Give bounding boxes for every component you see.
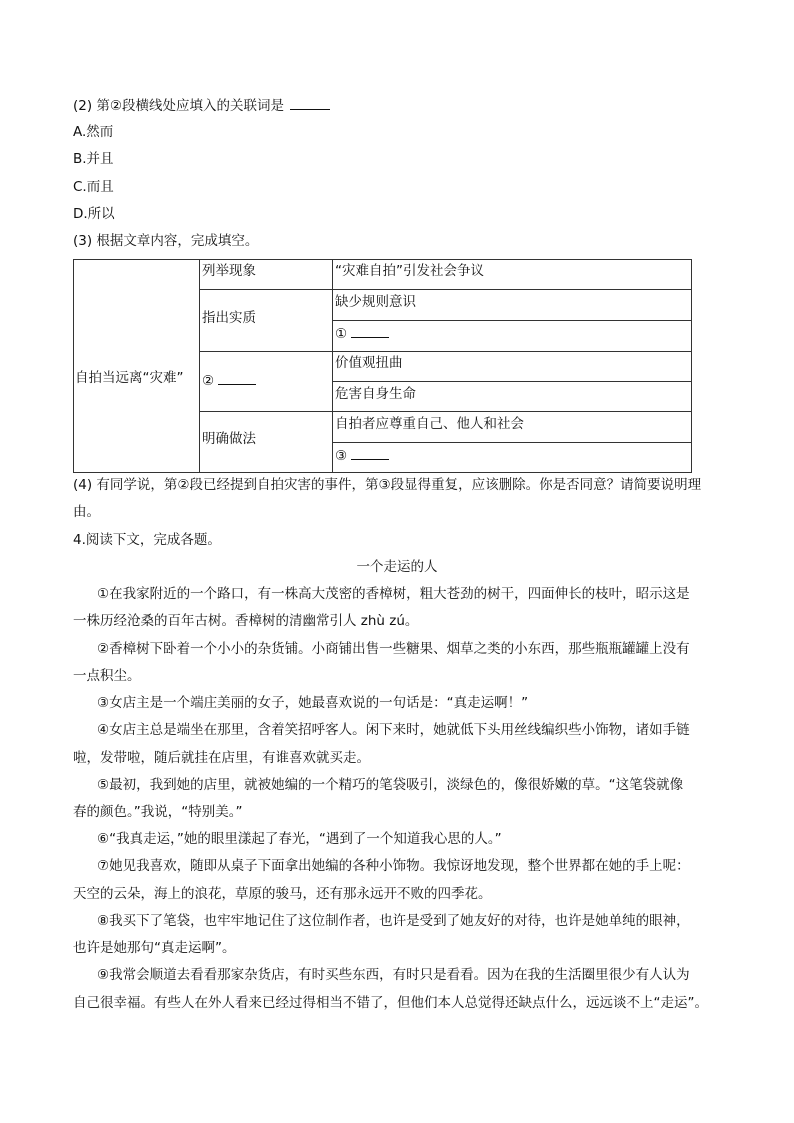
answer-blank[interactable]	[290, 96, 330, 110]
option-d: D.所以	[73, 206, 115, 222]
table-label-method: 明确做法	[202, 431, 256, 447]
paragraph-1-line-1: ①在我家附近的一个路口，有一株高大茂密的香樟树，粗大苍劲的树干，四面伸长的枝叶，昭示这是	[97, 586, 690, 602]
question-2-text: (2) 第②段横线处应填入的关联词是	[73, 98, 285, 114]
paragraph-8-line-1: ⑧我买下了笔袋，也牢牢地记住了这位制作者，也许是受到了她友好的对待，也许是她单纯的眼神，	[97, 913, 690, 929]
paragraph-2-line-2: 一点积尘。	[73, 668, 141, 684]
paragraph-2-line-1: ②香樟树下卧着一个小小的杂货铺。小商铺出售一些糖果、烟草之类的小东西，那些瓶瓶罐罐上没有	[97, 641, 690, 657]
table-value-essence-2	[333, 324, 389, 343]
table-border	[73, 259, 74, 473]
table-border	[73, 472, 692, 473]
table-border	[691, 259, 692, 473]
answer-blank[interactable]	[218, 371, 256, 385]
paragraph-3: ③女店主是一个端庄美丽的女子，她最喜欢说的一句话是：“真走运啊！”	[97, 695, 529, 711]
paragraph-7-line-2: 天空的云朵，海上的浪花，草原的骏马，还有那永远开不败的四季花。	[73, 886, 492, 902]
question-3-stem: (3) 根据文章内容，完成填空。	[73, 233, 259, 249]
paragraph-1-line-2: 一株历经沧桑的百年古树。香樟树的清幽常引人 zhù zú。	[73, 613, 419, 629]
table-value-phenomenon: “灾难自拍”引发社会争议	[335, 263, 484, 279]
paragraph-5-line-1: ⑤最初，我到她的店里，就被她编的一个精巧的笔袋吸引，淡绿色的，像很娇嫩的草。“这笔袋就像	[97, 777, 684, 793]
paragraph-9-line-2: 自己很幸福。有些人在外人看来已经过得相当不错了，但他们本人总觉得还缺点什么，远远谈不上“走运”。	[73, 995, 708, 1011]
answer-blank[interactable]	[351, 324, 389, 338]
table-value-essence-1: 缺少规则意识	[335, 294, 416, 310]
table-label-phenomenon: 列举现象	[202, 263, 256, 279]
table-row-header: 自拍当远离“灾难”	[75, 370, 184, 386]
paragraph-4-line-1: ④女店主总是端坐在那里，含着笑招呼客人。闲下来时，她就低下头用丝线编织些小饰物，诸如手链	[97, 722, 690, 738]
table-divider	[332, 442, 692, 443]
option-c: C.而且	[73, 179, 114, 195]
paragraph-9-line-1: ⑨我常会顺道去看看那家杂货店，有时买些东西，有时只是看看。因为在我的生活圈里很少有人认为	[97, 967, 690, 983]
paragraph-8-line-2: 也许是她那句“真走运啊”。	[73, 940, 236, 956]
option-a: A.然而	[73, 124, 114, 140]
question-4-line-2: 由。	[73, 504, 100, 520]
table-border	[73, 259, 692, 260]
paragraph-6: ⑥“我真走运，”她的眼里漾起了春光，“遇到了一个知道我心思的人。”	[97, 831, 502, 847]
blank-marker-1: ①	[335, 326, 348, 342]
article-title: 一个走运的人	[356, 559, 438, 575]
table-label-2	[200, 371, 256, 390]
table-divider	[199, 411, 692, 412]
paragraph-7-line-1: ⑦她见我喜欢，随即从桌子下面拿出她编的各种小饰物。我惊讶地发现，整个世界都在她的手上呢：	[97, 858, 690, 874]
table-value-method-1: 自拍者应尊重自己、他人和社会	[335, 416, 524, 432]
question-2-stem	[73, 96, 330, 115]
section-heading: 4.阅读下文，完成各题。	[73, 532, 221, 548]
table-value-harm-2: 危害自身生命	[335, 386, 416, 402]
question-4-line-1: (4) 有同学说，第②段已经提到自拍灾害的事件，第③段显得重复，应该删除。你是否同意？请简要说明理	[73, 477, 702, 493]
fill-in-table	[73, 259, 692, 473]
table-divider	[199, 351, 692, 352]
table-value-method-2	[333, 446, 389, 465]
paragraph-4-line-2: 啦，发带啦，随后就挂在店里，有谁喜欢就买走。	[73, 750, 370, 766]
option-b: B.并且	[73, 151, 114, 167]
table-label-essence: 指出实质	[202, 310, 256, 326]
table-divider	[332, 320, 692, 321]
table-divider	[199, 289, 692, 290]
blank-marker-2: ②	[202, 373, 215, 389]
blank-marker-3: ③	[335, 448, 348, 464]
paragraph-5-line-2: 春的颜色。”我说，“特别美。”	[73, 804, 243, 820]
answer-blank[interactable]	[351, 446, 389, 460]
table-value-harm-1: 价值观扭曲	[335, 355, 403, 371]
table-divider	[332, 381, 692, 382]
